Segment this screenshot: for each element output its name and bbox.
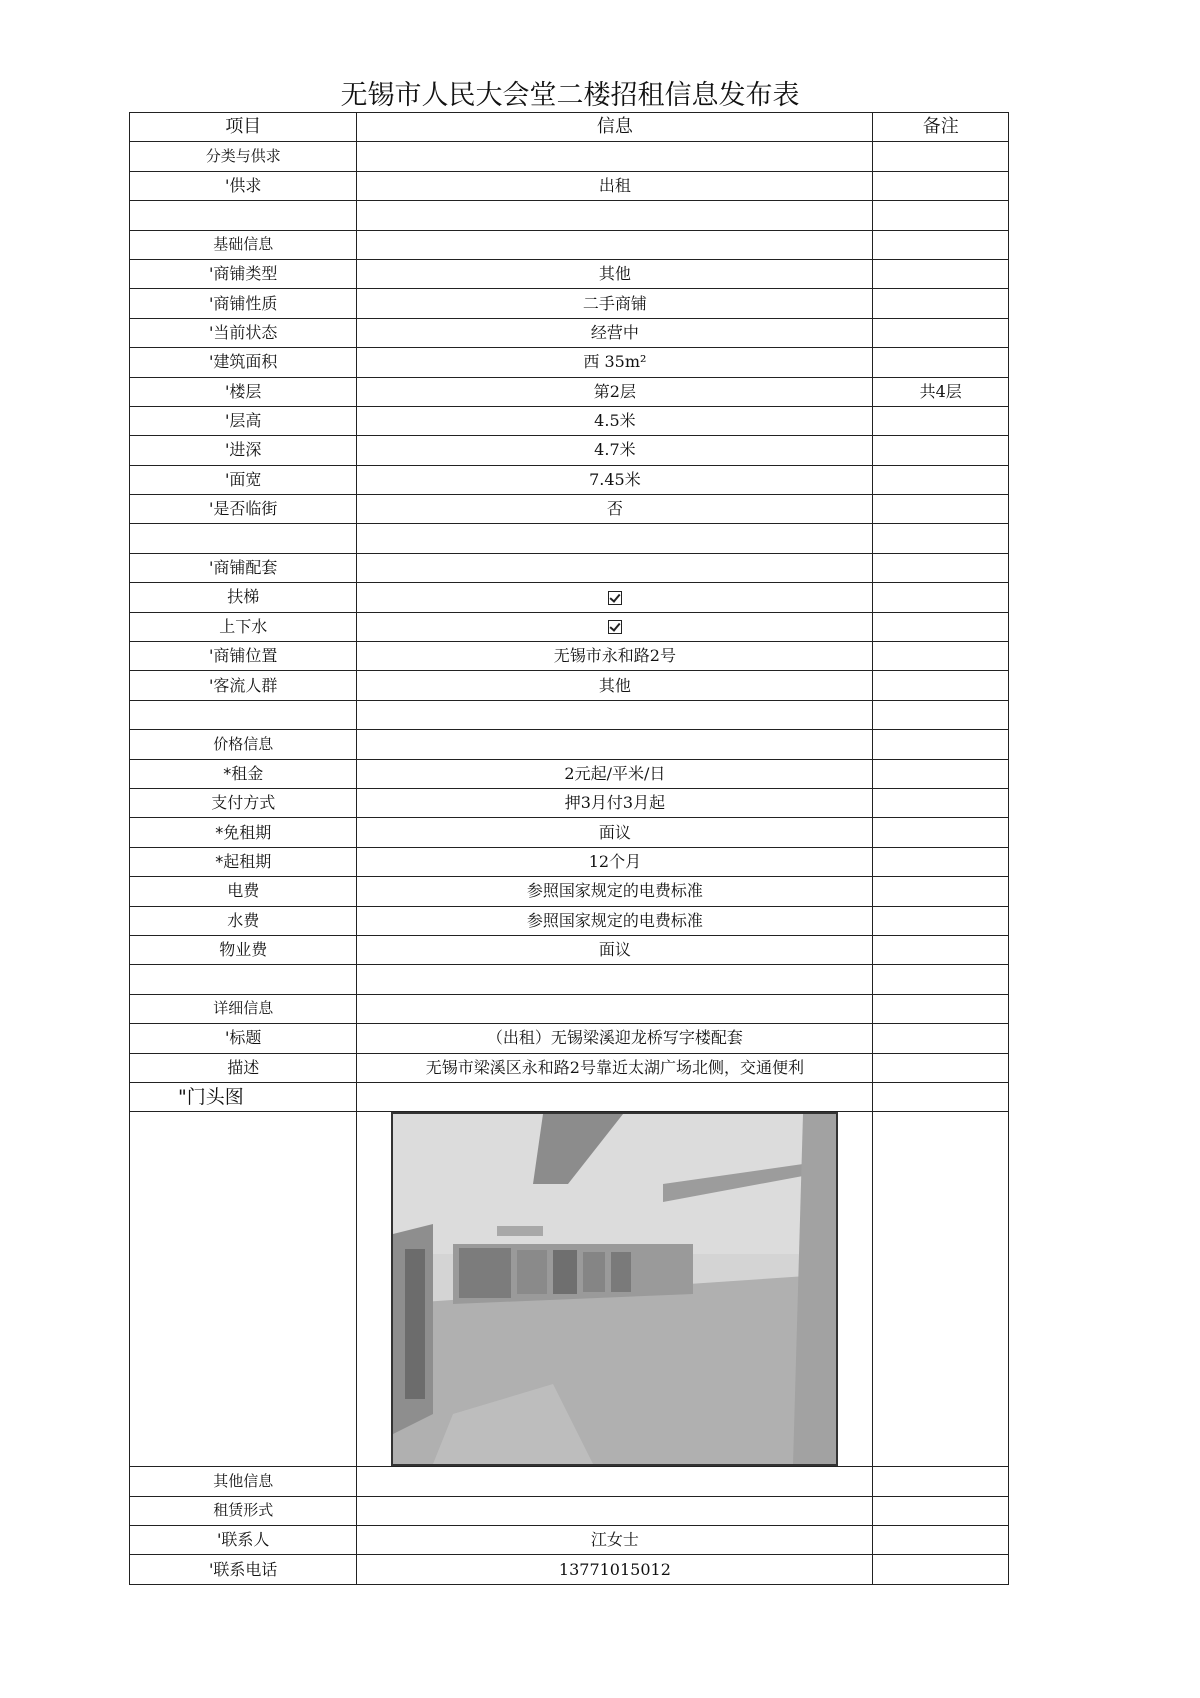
shop-nature-value: 二手商铺 [357,289,873,318]
location-label: '商铺位置 [130,642,357,671]
table-row-empty [130,201,1009,230]
table-row [130,994,1009,1023]
street-label: '是否临街 [130,495,357,524]
table-row [130,583,1009,612]
location-value: 无锡市永和路2号 [357,642,873,671]
table-row [130,671,1009,700]
table-row [130,847,1009,876]
table-row [130,612,1009,641]
checked-checkbox-icon [608,620,622,634]
table-row [130,377,1009,406]
table-row [130,1024,1009,1053]
headline-label: '标题 [130,1024,357,1053]
shop-type-value: 其他 [357,259,873,288]
description-value: 无锡市梁溪区永和路2号靠近太湖广场北侧，交通便利 [357,1053,873,1082]
header-info: 信息 [357,113,873,142]
rent-label: *租金 [130,759,357,788]
header-note: 备注 [873,113,1009,142]
crowd-value: 其他 [357,671,873,700]
supply-label: '供求 [130,171,357,200]
table-row-empty [130,965,1009,994]
section-basic-label: 基础信息 [130,230,357,259]
floor-note: 共4层 [873,377,1009,406]
table-row [130,935,1009,964]
table-row-empty [130,700,1009,729]
storefront-label: "门头图 [130,1082,357,1111]
lease-form-label: 租赁形式 [130,1496,357,1525]
water-cell [357,612,873,641]
shop-type-label: '商铺类型 [130,259,357,288]
free-period-label: *免租期 [130,818,357,847]
headline-value: （出租）无锡梁溪迎龙桥写字楼配套 [357,1024,873,1053]
table-row [130,818,1009,847]
water-label: 上下水 [130,612,357,641]
table-row [130,142,1009,171]
escalator-cell [357,583,873,612]
shop-nature-label: '商铺性质 [130,289,357,318]
electricity-value: 参照国家规定的电费标准 [357,877,873,906]
section-detail-label: 详细信息 [130,994,357,1023]
table-row [130,642,1009,671]
width-value: 7.45米 [357,465,873,494]
rent-value: 2元起/平米/日 [357,759,873,788]
table-row [130,289,1009,318]
status-label: '当前状态 [130,318,357,347]
table-row [130,348,1009,377]
table-row [130,1526,1009,1555]
payment-value: 押3月付3月起 [357,788,873,817]
street-value: 否 [357,495,873,524]
page-title: 无锡市人民大会堂二楼招租信息发布表 [340,80,800,111]
section-other-label: 其他信息 [130,1467,357,1496]
table-row [130,1555,1009,1584]
description-label: 描述 [130,1053,357,1082]
table-row [130,436,1009,465]
table-row [130,1467,1009,1496]
water-fee-value: 参照国家规定的电费标准 [357,906,873,935]
height-label: '层高 [130,406,357,435]
section-category-label: 分类与供求 [130,142,357,171]
property-fee-value: 面议 [357,935,873,964]
depth-value: 4.7米 [357,436,873,465]
table-row [130,495,1009,524]
table-row [130,553,1009,582]
floor-value: 第2层 [357,377,873,406]
area-value: 西 35m² [357,348,873,377]
table-header-row [130,113,1009,142]
escalator-label: 扶梯 [130,583,357,612]
supply-value: 出租 [357,171,873,200]
payment-label: 支付方式 [130,788,357,817]
table-row [130,230,1009,259]
depth-label: '进深 [130,436,357,465]
table-row [130,906,1009,935]
section-price-label: 价格信息 [130,730,357,759]
section-facilities-label: '商铺配套 [130,553,357,582]
table-row [130,318,1009,347]
phone-label: '联系电话 [130,1555,357,1584]
table-row [130,1496,1009,1525]
free-period-value: 面议 [357,818,873,847]
height-value: 4.5米 [357,406,873,435]
table-row [130,465,1009,494]
area-label: '建筑面积 [130,348,357,377]
status-value: 经营中 [357,318,873,347]
floor-label: '楼层 [130,377,357,406]
table-row [130,759,1009,788]
min-period-label: *起租期 [130,847,357,876]
table-row [130,171,1009,200]
width-label: '面宽 [130,465,357,494]
table-row [130,730,1009,759]
office-interior-image [393,1114,836,1464]
table-row [130,1082,1009,1111]
checked-checkbox-icon [608,591,622,605]
table-row [130,259,1009,288]
photo-cell [357,1112,873,1467]
contact-label: '联系人 [130,1526,357,1555]
table-row [130,877,1009,906]
photo-row [130,1112,1009,1467]
table-row [130,1053,1009,1082]
min-period-value: 12个月 [357,847,873,876]
phone-value: 13771015012 [357,1555,873,1584]
table-row-empty [130,524,1009,553]
property-fee-label: 物业费 [130,935,357,964]
electricity-label: 电费 [130,877,357,906]
table-row [130,406,1009,435]
crowd-label: '客流人群 [130,671,357,700]
contact-value: 江女士 [357,1526,873,1555]
storefront-photo [391,1112,838,1466]
header-item: 项目 [130,113,357,142]
water-fee-label: 水费 [130,906,357,935]
rental-info-table [129,112,1009,1585]
table-row [130,788,1009,817]
